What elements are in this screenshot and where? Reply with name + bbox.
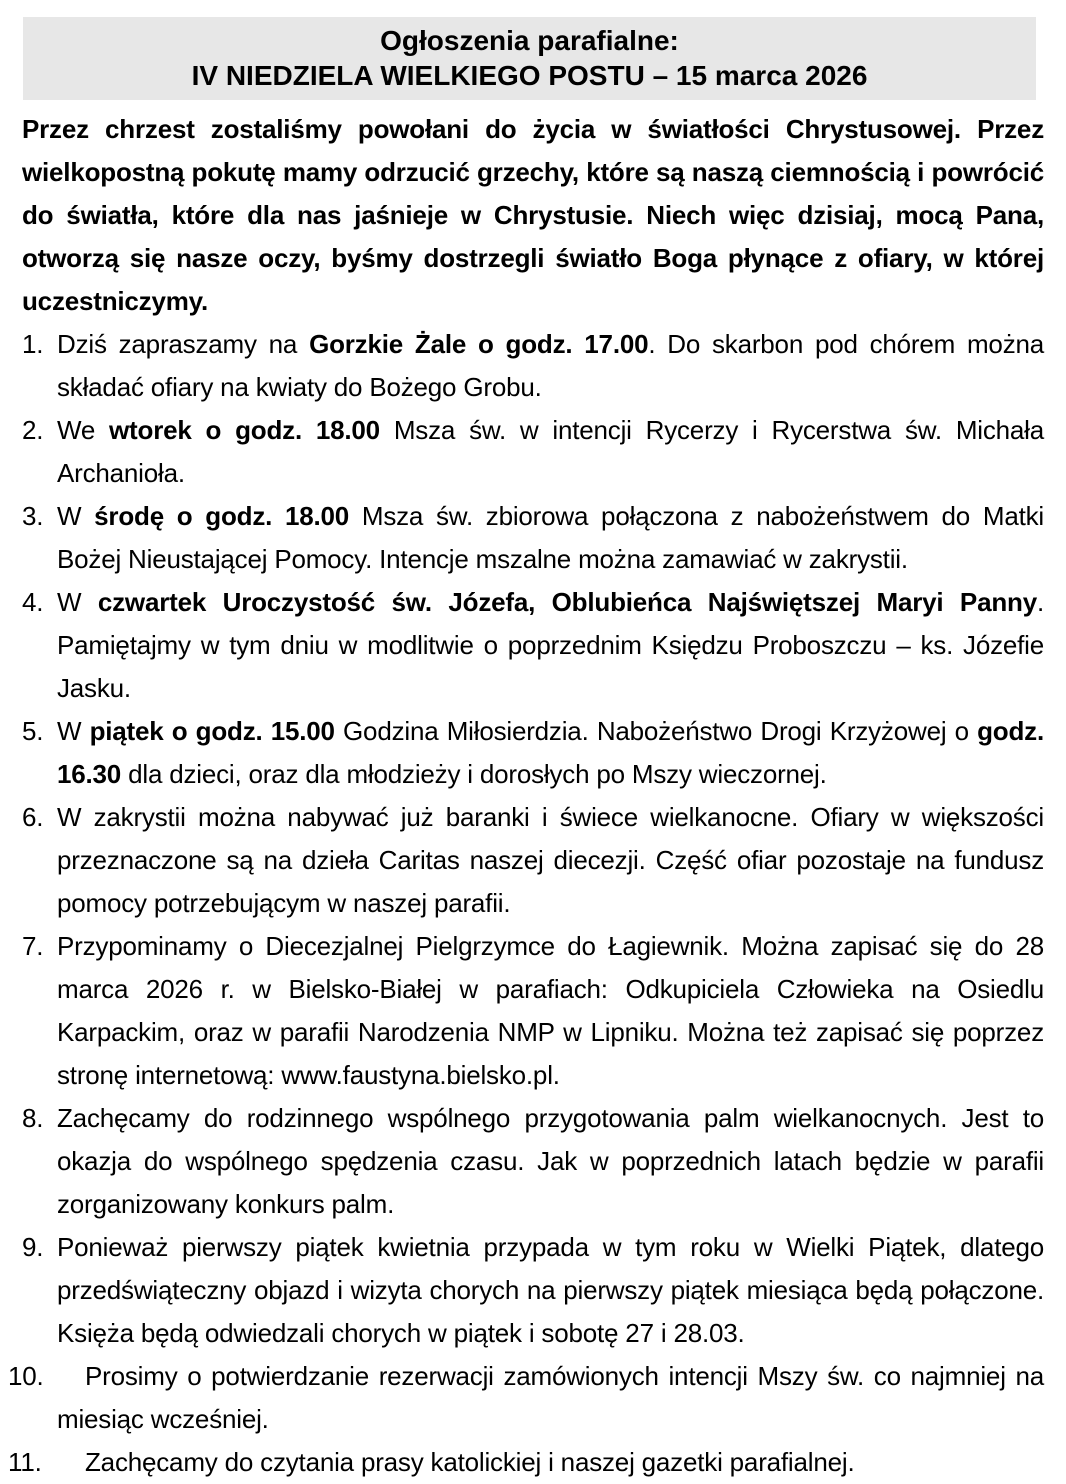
item-text-segment: W	[57, 501, 95, 531]
list-item	[22, 1097, 1044, 1226]
list-item	[22, 925, 1044, 1097]
item-text-segment: Zachęcamy do rodzinnego wspólnego przygotowania palm wielkanocnych. Jest to okazja do wspólnego spędzenia czasu. Jak w poprzednich latach będzie w parafii zorganizowany konkurs palm.	[57, 1103, 1044, 1219]
item-number: 11.	[8, 1447, 42, 1477]
header-title-line1: Ogłoszenia parafialne:	[380, 25, 679, 56]
item-text-segment: W	[57, 716, 90, 746]
item-number: 6.	[22, 802, 44, 832]
item-text-segment: Zachęcamy do czytania prasy katolickiej i naszej gazetki parafialnej.	[85, 1447, 855, 1477]
header-banner	[23, 17, 1036, 100]
item-text-segment: wtorek o godz. 18.00	[109, 415, 380, 445]
item-text-segment: Gorzkie Żale o godz. 17.00	[309, 329, 649, 359]
item-text-segment: Dziś zapraszamy na	[57, 329, 310, 359]
item-text-segment: . Pamiętajmy w tym dniu w modlitwie o poprzednim Księdzu Proboszczu – ks. Józefie Jasku.	[57, 587, 1044, 703]
item-number: 2.	[22, 415, 44, 445]
list-item	[22, 1226, 1044, 1355]
item-text-segment: dla dzieci, oraz dla młodzieży i dorosłych po Mszy wieczornej.	[121, 759, 827, 789]
item-number: 8.	[22, 1103, 44, 1133]
item-text-segment: Ponieważ pierwszy piątek kwietnia przypada w tym roku w Wielki Piątek, dlatego przedświąteczny objazd i wizyta chorych na pierwszy piątek miesiąca będą połączone. Księża będą odwiedzali chorych w piątek i sobotę 27 i 28.03.	[57, 1232, 1044, 1348]
list-item	[22, 409, 1044, 495]
list-item	[22, 796, 1044, 925]
intro-paragraph: Przez chrzest zostaliśmy powołani do życia w światłości Chrystusowej. Przez wielkopostną pokutę mamy odrzucić grzechy, które są naszą ciemnością i powrócić do światła, które dla nas jaśnieje w Chrystusie. Niech więc dzisiaj, mocą Pana, otworzą się nasze oczy, byśmy dostrzegli światło Boga płynące z ofiary, w której uczestniczymy.	[22, 114, 1044, 316]
item-text-segment: . Do skarbon pod chórem można składać ofiary na kwiaty do Bożego Grobu.	[57, 329, 1045, 402]
item-number: 1.	[22, 329, 44, 359]
list-item	[22, 323, 1044, 409]
item-text-segment: piątek o godz. 15.00	[89, 716, 335, 746]
item-text-segment: W	[57, 587, 98, 617]
item-text-segment: W zakrystii można nabywać już baranki i świece wielkanocne. Ofiary w większości przeznaczone są na dzieła Caritas naszej diecezji. Część ofiar pozostaje na fundusz pomocy potrzebującym w naszej parafii.	[57, 802, 1044, 918]
item-text-segment: Przypominamy o Diecezjalnej Pielgrzymce do Łagiewnik. Można zapisać się do 28 marca 2026 r. w Bielsko-Białej w parafiach: Odkupiciela Człowieka na Osiedlu Karpackim, oraz w parafii Narodzenia NMP w Lipniku. Można też zapisać się poprzez stronę internetową: www.faustyna.bielsko.pl.	[57, 931, 1044, 1090]
item-number: 10.	[8, 1361, 44, 1391]
item-number: 7.	[22, 931, 44, 961]
item-number: 4.	[22, 587, 44, 617]
list-item	[8, 1355, 1044, 1441]
item-text-segment: We	[57, 415, 110, 445]
list-item	[8, 1441, 1044, 1484]
item-number: 9.	[22, 1232, 44, 1262]
item-text-segment: Msza św. zbiorowa połączona z nabożeństwem do Matki Bożej Nieustającej Pomocy. Intencje mszalne można zamawiać w zakrystii.	[57, 501, 1044, 574]
item-number: 3.	[22, 501, 44, 531]
list-item	[22, 581, 1044, 710]
list-item	[22, 495, 1044, 581]
item-text-segment: Prosimy o potwierdzanie rezerwacji zamówionych intencji Mszy św. co najmniej na miesiąc wcześniej.	[57, 1361, 1044, 1434]
item-text-segment: godz. 16.30	[57, 716, 1044, 789]
list-item	[22, 710, 1044, 796]
item-text-segment: środę o godz. 18.00	[94, 501, 350, 531]
item-text-segment: Godzina Miłosierdzia. Nabożeństwo Drogi Krzyżowej o	[334, 716, 978, 746]
header-title-line2: IV NIEDZIELA WIELKIEGO POSTU – 15 marca 2026	[191, 60, 868, 91]
announcement-list	[8, 323, 1045, 1484]
item-number: 5.	[22, 716, 44, 746]
item-text-segment: Msza św. w intencji Rycerzy i Rycerstwa św. Michała Archanioła.	[57, 415, 1045, 488]
item-text-segment: czwartek Uroczystość św. Józefa, Oblubieńca Najświętszej Maryi Panny	[97, 587, 1037, 617]
